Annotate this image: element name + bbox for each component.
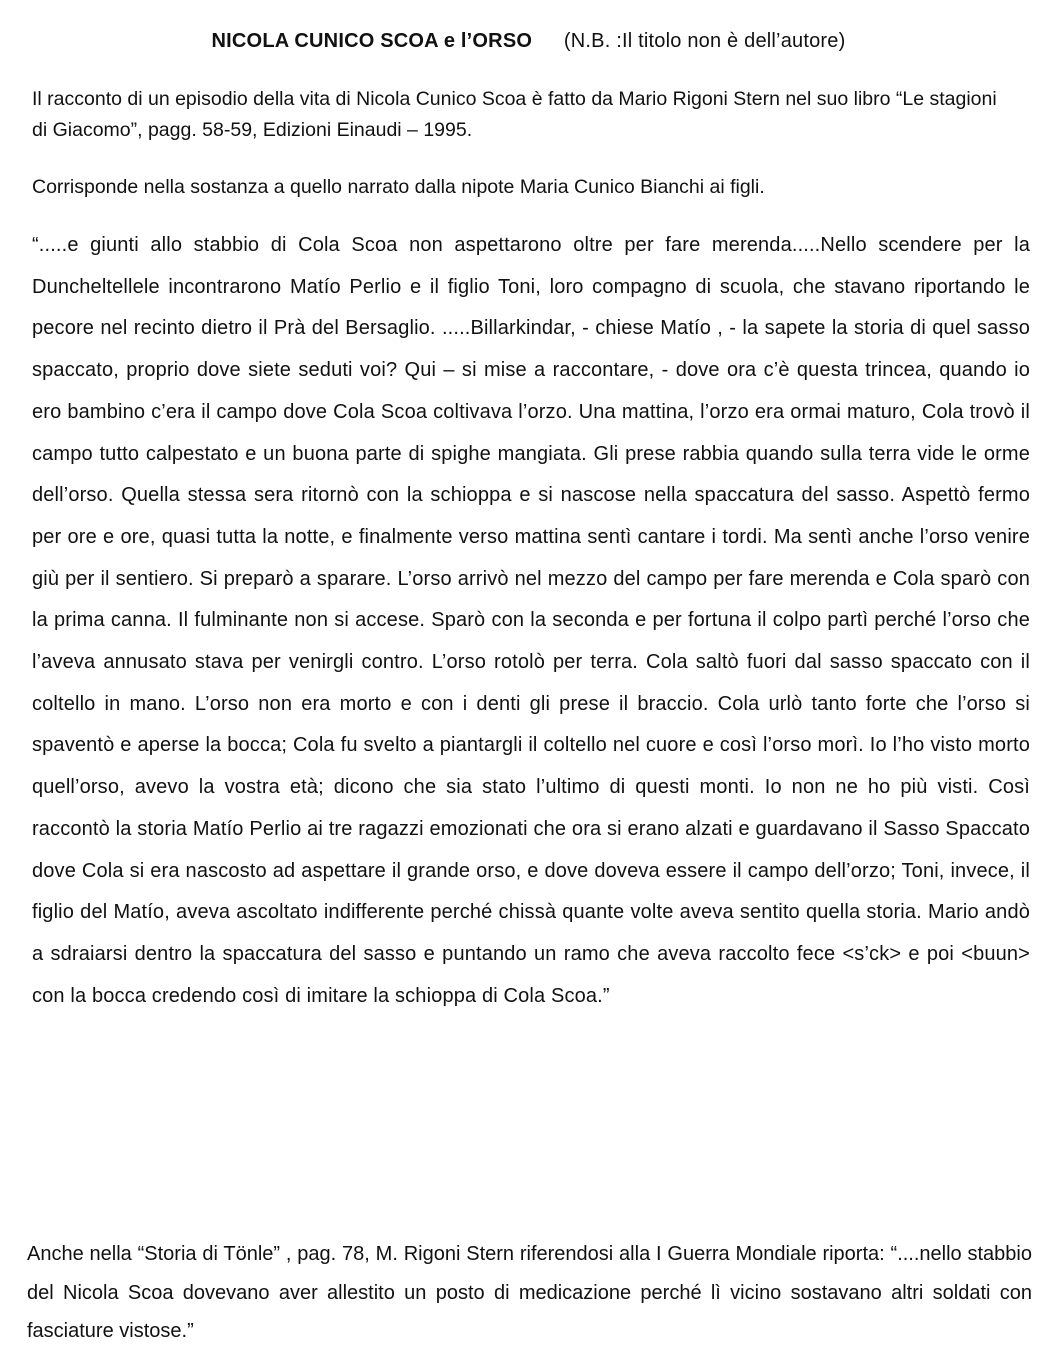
document-title xyxy=(0,30,1057,53)
title-main: NICOLA CUNICO SCOA e l’ORSO xyxy=(211,30,533,52)
quoted-story: “.....e giunti allo stabbio di Cola Scoa non aspettarono oltre per fare merenda.....Nello scendere per la Duncheltellele incontrarono Matío Perlio e il figlio Toni, loro compagno di scuola, che stavano riportando le pecore nel recinto dietro il Prà del Bersaglio. .....Billarkindar, - chiese Matío , - la sapete la storia di quel sasso spaccato, proprio dove siete seduti voi? Qui – si mise a raccontare, - dove ora c’è questa trincea, quando io ero bambino c’era il campo dove Cola Scoa coltivava l’orzo. Una mattina, l’orzo era ormai maturo, Cola trovò il campo tutto calpestato e un buona parte di spighe mangiata. Gli prese rabbia quando sulla terra vide le orme dell’orso. Quella stessa sera ritornò con la schioppa e si nascose nella spaccatura del sasso. Aspettò fermo per ore e ore, quasi tutta la notte, e finalmente verso mattina sentì cantare i tordi. Ma sentì anche l’orso venire giù per il sentiero. Si preparò a sparare. L’orso arrivò nel mezzo del campo per fare merenda e Cola sparò con la prima canna. Il fulminante non si accese. Sparò con la seconda e per fortuna il colpo partì perché l’orso che l’aveva annusato stava per venirgli contro. L’orso rotolò per terra. Cola saltò fuori dal sasso spaccato con il coltello in mano. L’orso non era morto e con i denti gli prese il braccio. Cola urlò tanto forte che l’orso si spaventò e aperse la bocca; Cola fu svelto a piantargli il coltello nel cuore e così l’orso morì. Io l’ho visto morto quell’orso, avevo la vostra età; dicono che sia stato l’ultimo di questi monti. Io non ne ho più visti. Così raccontò la storia Matío Perlio ai tre ragazzi emozionati che ora si erano alzati e guardavano il Sasso Spaccato dove Cola si era nascosto ad aspettare il grande orso, e dove doveva essere il campo dell’orzo; Toni, invece, il figlio del Matío, aveva ascoltato indifferente perché chissà quante volte aveva sentito quella storia. Mario andò a sdraiarsi dentro la spaccatura del sasso e puntando un ramo che aveva raccolto fece <s’ck> e poi <buun> con la bocca credendo così di imitare la schioppa di Cola Scoa.” xyxy=(32,234,1030,1007)
title-note: (N.B. :Il titolo non è dell’autore) xyxy=(563,30,846,52)
closing-paragraph: Anche nella “Storia di Tönle” , pag. 78, M. Rigoni Stern riferendosi alla I Guerra Mondiale riporta: “....nello stabbio del Nicola Scoa dovevano aver allestito un posto di medicazione perché lì vicino sostavano altri soldati con fasciature vistose.” xyxy=(27,1243,1032,1342)
intro-paragraph-source: Il racconto di un episodio della vita di Nicola Cunico Scoa è fatto da Mario Rigoni Stern nel suo libro “Le stagioni di Giacomo”, pagg. 58-59, Edizioni Einaudi – 1995. xyxy=(32,88,997,141)
intro-paragraph-correspondence: Corrisponde nella sostanza a quello narrato dalla nipote Maria Cunico Bianchi ai figli. xyxy=(32,176,765,198)
